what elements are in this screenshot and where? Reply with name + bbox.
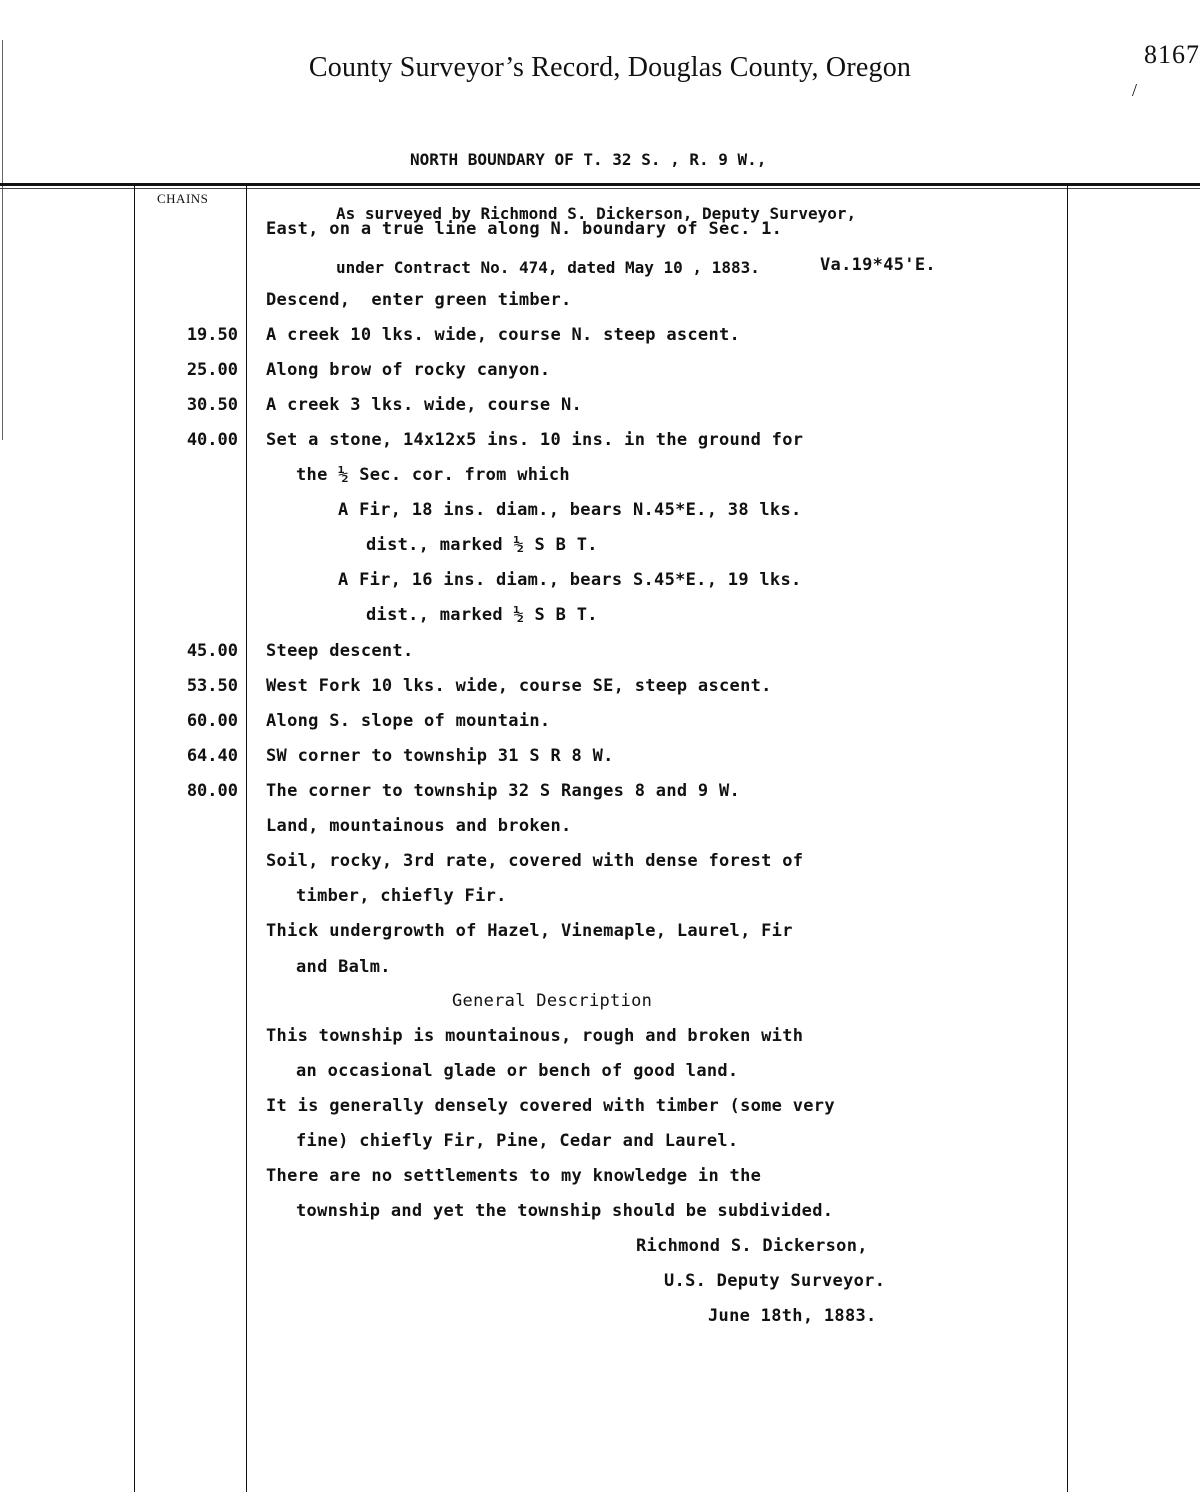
note-line: A creek 3 lks. wide, course N. — [266, 395, 583, 415]
section-heading-general-description: General Description — [452, 991, 653, 1011]
chain-value: 40.00 — [186, 430, 238, 450]
note-line: Steep descent. — [266, 641, 414, 661]
top-rule-secondary — [0, 188, 1200, 189]
page-number: 8167 — [1144, 40, 1200, 69]
bearing-tree-line: A Fir, 16 ins. diam., bears S.45*E., 19 lks. — [338, 570, 802, 590]
chain-value: 19.50 — [186, 325, 238, 345]
chain-value: 25.00 — [186, 360, 238, 380]
top-rule — [0, 183, 1200, 186]
note-line: The corner to township 32 S Ranges 8 and 9 W. — [266, 781, 741, 801]
description-line: township and yet the township should be subdivided. — [296, 1201, 834, 1221]
description-line: fine) chiefly Fir, Pine, Cedar and Laurel. — [296, 1131, 739, 1151]
chain-value: 80.00 — [186, 781, 238, 801]
note-line: timber, chiefly Fir. — [296, 886, 507, 906]
survey-header — [336, 115, 856, 295]
header-line-1: NORTH BOUNDARY OF T. 32 S. , R. 9 W., — [410, 150, 767, 169]
note-line: A creek 10 lks. wide, course N. steep ascent. — [266, 325, 741, 345]
note-line: Set a stone, 14x12x5 ins. 10 ins. in the ground for — [266, 430, 804, 450]
bearing-tree-line: A Fir, 18 ins. diam., bears N.45*E., 38 lks. — [338, 500, 802, 520]
chain-value: 60.00 — [186, 711, 238, 731]
page-title: County Surveyor’s Record, Douglas County, Oregon — [308, 52, 912, 83]
note-line: East, on a true line along N. boundary of Sec. 1. — [266, 219, 783, 239]
left-margin-line — [2, 40, 3, 440]
note-line: and Balm. — [296, 957, 391, 977]
note-line: Thick undergrowth of Hazel, Vinemaple, Laurel, Fir — [266, 921, 793, 941]
description-line: There are no settlements to my knowledge in the — [266, 1166, 762, 1186]
note-line: Along S. slope of mountain. — [266, 711, 551, 731]
column-divider-right — [1067, 186, 1068, 1492]
chains-column-header: CHAINS — [157, 191, 209, 206]
magnetic-variation: Va.19*45'E. — [820, 255, 936, 275]
bearing-tree-line: dist., marked ½ S B T. — [366, 535, 598, 555]
note-line: West Fork 10 lks. wide, course SE, steep ascent. — [266, 676, 772, 696]
note-line: Land, mountainous and broken. — [266, 816, 572, 836]
description-line: an occasional glade or bench of good land. — [296, 1061, 739, 1081]
description-line: It is generally densely covered with timber (some very — [266, 1096, 835, 1116]
chain-value: 64.40 — [186, 746, 238, 766]
chain-value: 53.50 — [186, 676, 238, 696]
signature-name: Richmond S. Dickerson, — [636, 1236, 868, 1256]
note-line: SW corner to township 31 S R 8 W. — [266, 746, 614, 766]
column-divider-left — [134, 186, 135, 1492]
note-line: Along brow of rocky canyon. — [266, 360, 551, 380]
chain-value: 45.00 — [186, 641, 238, 661]
chain-value: 30.50 — [186, 395, 238, 415]
header-line-3: under Contract No. 474, dated May 10 , 1883. — [336, 258, 760, 277]
description-line: This township is mountainous, rough and broken with — [266, 1026, 804, 1046]
note-line: Descend, enter green timber. — [266, 290, 572, 310]
tick-mark: / — [1132, 80, 1138, 100]
signature-title: U.S. Deputy Surveyor. — [664, 1271, 886, 1291]
header-line-2: As surveyed by Richmond S. Dickerson, Deputy Surveyor, — [336, 204, 857, 223]
note-line: the ½ Sec. cor. from which — [296, 465, 570, 485]
note-line: Soil, rocky, 3rd rate, covered with dense forest of — [266, 851, 804, 871]
bearing-tree-line: dist., marked ½ S B T. — [366, 605, 598, 625]
signature-date: June 18th, 1883. — [708, 1306, 877, 1326]
column-divider-chains — [246, 186, 247, 1492]
